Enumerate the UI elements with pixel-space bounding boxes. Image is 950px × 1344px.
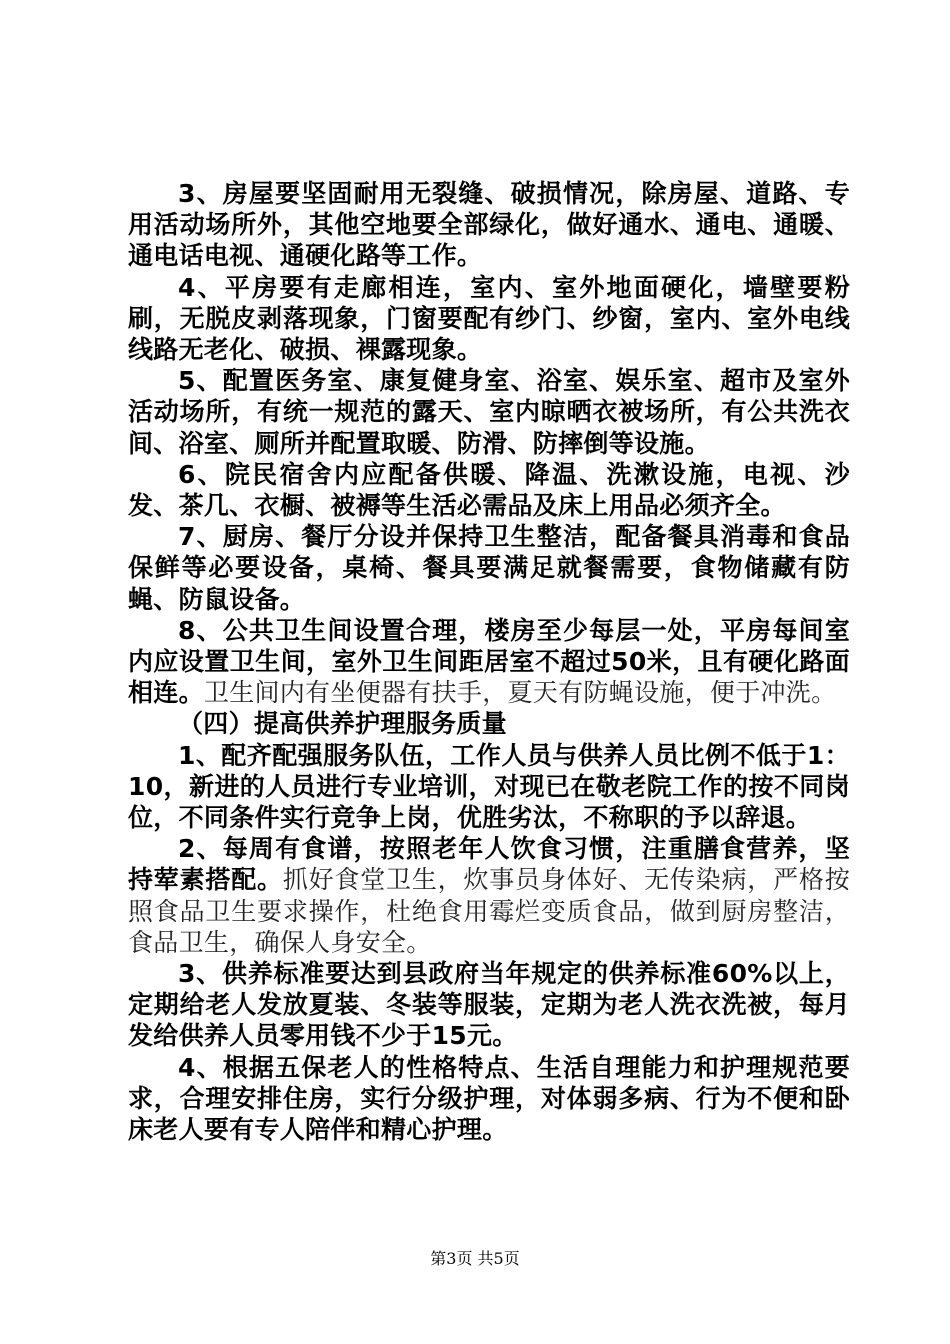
- paragraph-item-2: [128, 833, 850, 958]
- paragraph-item-1: [128, 740, 850, 834]
- page-footer: [0, 1246, 950, 1269]
- paragraph-text: 8、公共卫生间设置合理，楼房至少每层一处，平房每间室内应设置卫生间，室外卫生间距居室不超过50米，且有硬化路面相连。: [128, 615, 850, 708]
- paragraph-item-8: [128, 615, 850, 709]
- paragraph-text: 3、房屋要坚固耐用无裂缝、破损情况，除房屋、道路、专用活动场所外，其他空地要全部绿化，做好通水、通电、通暖、通电话电视、通硬化路等工作。: [128, 179, 850, 271]
- paragraph-item-4b: [128, 1052, 850, 1146]
- paragraph-item-5: [128, 365, 850, 459]
- paragraph-text: 6、院民宿舍内应配备供暖、降温、洗漱设施，电视、沙发、茶几、衣橱、被褥等生活必需品及床上用品必须齐全。: [128, 459, 850, 521]
- paragraph-text: 4、平房要有走廊相连，室内、室外地面硬化，墙壁要粉刷，无脱皮剥落现象，门窗要配有纱门、纱窗，室内、室外电线线路无老化、破损、裸露现象。: [128, 272, 850, 365]
- section-heading: [128, 708, 850, 739]
- paragraph-text: 2、每周有食谱，按照老年人饮食习惯，注重膳食营养，坚持荤素搭配。: [128, 834, 850, 895]
- paragraph-text: 3、供养标准要达到县政府当年规定的供养标准60%以上，定期给老人发放夏装、冬装等服装，定期为老人洗衣洗被，每月发给供养人员零用钱不少于15元。: [128, 959, 850, 1051]
- paragraph-extra-text: 抓好食堂卫生，炊事员身体好、无传染病，严格按照食品卫生要求操作，杜绝食用霉烂变质食品，做到厨房整洁，食品卫生，确保人身安全。: [128, 865, 850, 957]
- paragraph-item-6: [128, 459, 850, 521]
- paragraph-item-4: [128, 272, 850, 366]
- paragraph-item-3b: [128, 958, 850, 1052]
- paragraph-item-3: [128, 178, 850, 272]
- document-body: [128, 178, 850, 1145]
- paragraph-text: 4、根据五保老人的性格特点、生活自理能力和护理规范要求，合理安排住房，实行分级护理，对体弱多病、行为不便和卧床老人要有专人陪伴和精心护理。: [128, 1052, 850, 1145]
- paragraph-text: 5、配置医务室、康复健身室、浴室、娱乐室、超市及室外活动场所，有统一规范的露天、室内晾晒衣被场所，有公共洗衣间、浴室、厕所并配置取暖、防滑、防摔倒等设施。: [128, 366, 850, 458]
- paragraph-extra-text: 卫生间内有坐便器有扶手，夏天有防蝇设施，便于冲洗。: [203, 678, 837, 708]
- paragraph-item-7: [128, 521, 850, 615]
- paragraph-text: 1、配齐配强服务队伍，工作人员与供养人员比例不低于1：10，新进的人员进行专业培训，对现已在敬老院工作的按不同岗位，不同条件实行竞争上岗，优胜劣汰，不称职的予以辞退。: [128, 740, 850, 833]
- page-number-label: 第3页 共5页: [430, 1249, 520, 1268]
- section-heading-text: （四）提高供养护理服务质量: [178, 709, 507, 739]
- paragraph-text: 7、厨房、餐厅分设并保持卫生整洁，配备餐具消毒和食品保鲜等必要设备，桌椅、餐具要满足就餐需要，食物储藏有防蝇、防鼠设备。: [128, 522, 850, 614]
